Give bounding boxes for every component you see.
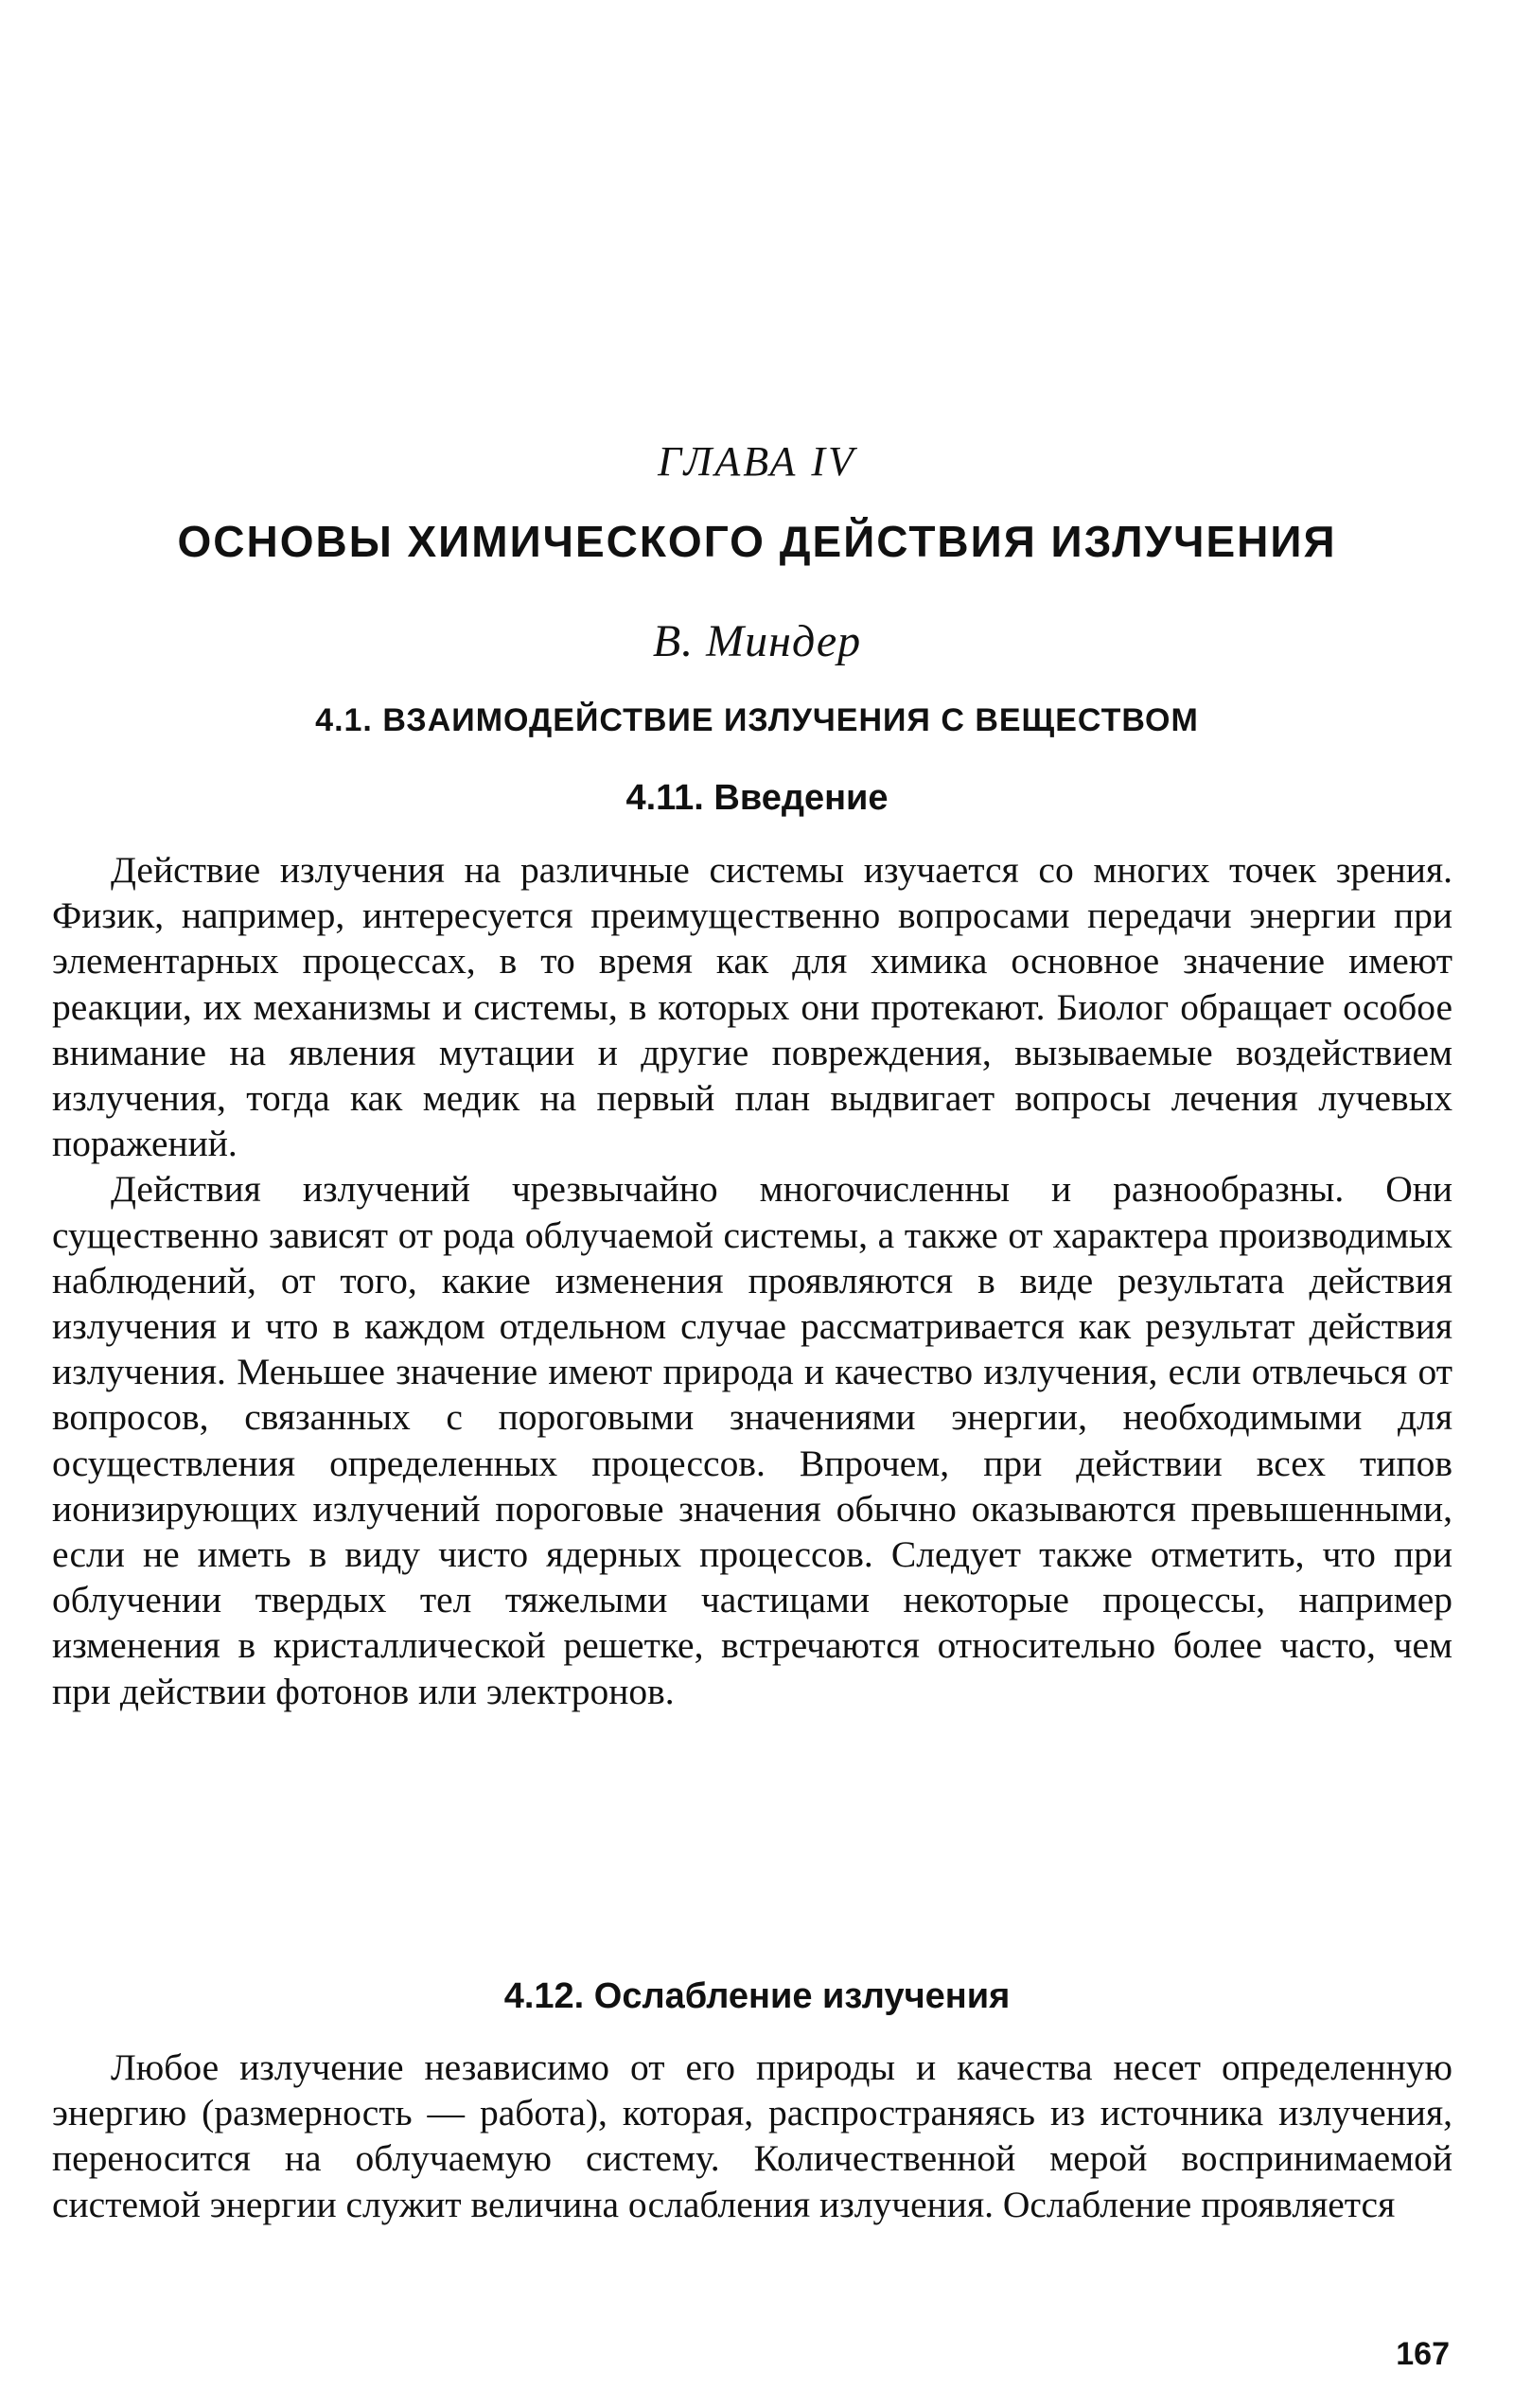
introduction-body	[52, 847, 1452, 1714]
paragraph: Любое излучение независимо от его природы и качества несет определенную энергию (размерность — работа), которая, распространяясь из источника излучения, переносится на облучаемую систему. Количественной мерой воспринимаемой системой энергии служит величина ослабления излучения. Ослабление проявляется	[52, 2046, 1452, 2225]
attenuation-body	[52, 2045, 1452, 2227]
chapter-label: ГЛАВА IV	[658, 438, 856, 485]
author-name: В. Миндер	[652, 616, 862, 666]
section-title: 4.1. ВЗАИМОДЕЙСТВИЕ ИЗЛУЧЕНИЯ С ВЕЩЕСТВОМ	[315, 702, 1199, 738]
chapter-title: ОСНОВЫ ХИМИЧЕСКОГО ДЕЙСТВИЯ ИЗЛУЧЕНИЯ	[177, 517, 1337, 566]
subsection-title-introduction: 4.11. Введение	[625, 778, 889, 818]
paragraph: Действие излучения на различные системы изучается со многих точек зрения. Физик, например, интересуется преимущественно вопросами передачи энергии при элементарных процессах, в то время как для химика основное значение имеют реакции, их механизмы и системы, в которых они протекают. Биолог обращает особое внимание на явления мутации и другие повреждения, вызываемые воздействием излучения, тогда как медик на первый план выдвигает вопросы лечения лучевых поражений.	[52, 849, 1452, 1165]
page-number: 167	[1396, 2336, 1450, 2372]
subsection-title-attenuation: 4.12. Ослабление излучения	[503, 1976, 1011, 2016]
paragraph: Действия излучений чрезвычайно многочисленны и разнообразны. Они существенно зависят от рода облучаемой системы, а также от характера производимых наблюдений, от того, какие изменения проявляются в виде результата действия излучения и что в каждом отдельном случае рассматривается как результат действия излучения. Меньшее значение имеют природа и качество излучения, если отвлечься от вопросов, связанных с пороговыми значениями энергии, необходимыми для осуществления определенных процессов. Впрочем, при действии всех типов ионизирующих излучений пороговые значения обычно оказываются превышенными, если не иметь в виду чисто ядерных процессов. Следует также отметить, что при облучении твердых тел тяжелыми частицами некоторые процессы, например изменения в кристаллической решетке, встречаются относительно более часто, чем при действии фотонов или электронов.	[52, 1168, 1452, 1712]
